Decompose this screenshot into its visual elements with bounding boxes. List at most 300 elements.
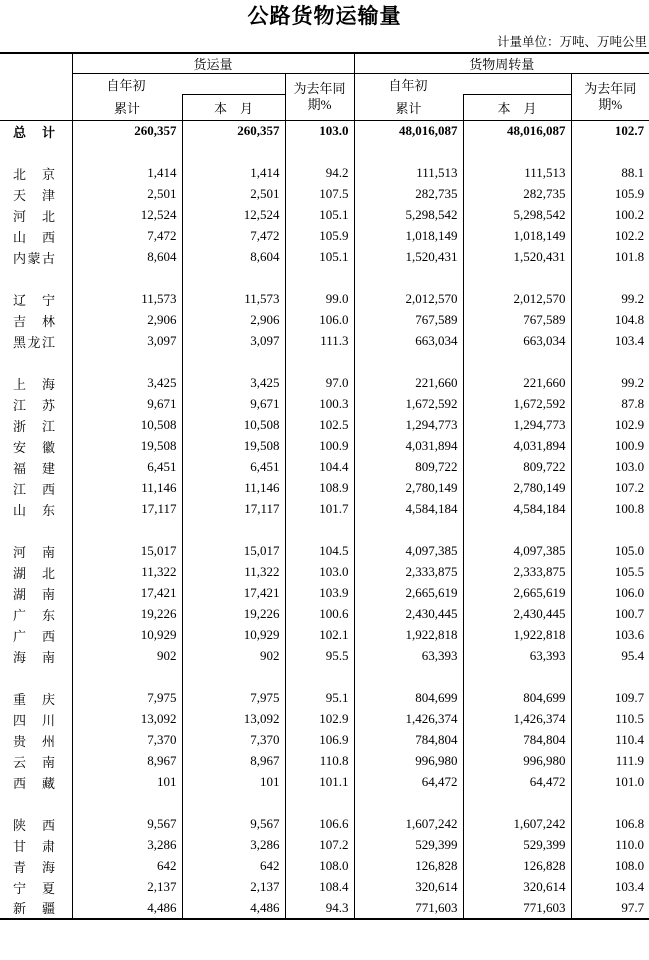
value-cell: 804,699 [354, 688, 463, 709]
value-cell: 1,294,773 [354, 415, 463, 436]
region-char: 河 [13, 208, 27, 224]
region-cell [0, 604, 72, 625]
value-cell: 12,524 [72, 205, 182, 226]
table-row [0, 163, 649, 184]
value-cell: 19,508 [182, 436, 285, 457]
value-cell: 3,097 [182, 331, 285, 352]
table-header [0, 53, 649, 121]
spacer-cell [463, 352, 571, 373]
spacer-cell [354, 520, 463, 541]
value-cell: 5,298,542 [463, 205, 571, 226]
region-cell [0, 331, 72, 352]
value-cell: 902 [182, 646, 285, 667]
value-cell: 4,584,184 [354, 499, 463, 520]
value-cell: 221,660 [354, 373, 463, 394]
region-name [13, 122, 55, 141]
table-row [0, 499, 649, 520]
value-cell: 94.2 [285, 163, 354, 184]
value-cell: 100.2 [614, 207, 645, 222]
value-cell: 2,501 [72, 184, 182, 205]
region-char: 吉 [13, 313, 27, 329]
spacer-cell [463, 142, 571, 163]
region-char: 建 [41, 460, 55, 476]
region-name [13, 752, 55, 771]
region-char: 南 [41, 649, 55, 665]
spacer-cell [72, 793, 182, 814]
table-row [0, 310, 649, 331]
value-cell: 99.2 [621, 375, 645, 390]
value-cell: 15,017 [182, 541, 285, 562]
value-cell: 282,735 [354, 184, 463, 205]
value-cell: 10,929 [182, 625, 285, 646]
region-name [13, 458, 55, 477]
region-name [13, 626, 55, 645]
value-cell: 2,906 [72, 310, 182, 331]
value-cell: 6,451 [182, 457, 285, 478]
header-yoy-line1: 为去年同 [584, 81, 637, 96]
region-cell [0, 415, 72, 436]
spacer-cell [285, 142, 354, 163]
region-cell [0, 478, 72, 499]
spacer-row [0, 520, 649, 541]
table-row [0, 478, 649, 499]
spacer-cell [463, 268, 571, 289]
region-cell [0, 772, 72, 793]
group-header-freight-volume: 货运量 [72, 53, 354, 74]
value-cell: 101.8 [614, 249, 645, 264]
value-cell: 784,804 [463, 730, 571, 751]
table-row [0, 373, 649, 394]
spacer-cell [72, 352, 182, 373]
value-cell: 103.6 [614, 627, 645, 642]
region-char: 重 [13, 691, 27, 707]
value-cell: 101.0 [614, 774, 645, 789]
value-cell: 108.0 [285, 856, 354, 877]
value-cell: 7,370 [72, 730, 182, 751]
value-cell: 95.1 [285, 688, 354, 709]
value-cell: 19,226 [72, 604, 182, 625]
region-char: 黑 [13, 334, 27, 350]
region-name [13, 248, 55, 267]
header-cumulative-volume: 累计 [72, 95, 182, 121]
region-char: 古 [41, 250, 55, 266]
value-cell: 809,722 [463, 457, 571, 478]
region-char: 贵 [13, 733, 27, 749]
value-cell: 7,975 [72, 688, 182, 709]
value-cell: 3,425 [182, 373, 285, 394]
region-char: 新 [13, 901, 27, 916]
value-cell: 809,722 [354, 457, 463, 478]
table-row [0, 226, 649, 247]
value-cell: 2,665,619 [354, 583, 463, 604]
value-cell: 106.6 [285, 814, 354, 835]
region-name [13, 815, 55, 834]
value-cell: 103.0 [285, 562, 354, 583]
value-cell: 1,018,149 [354, 226, 463, 247]
table-row [0, 541, 649, 562]
value-cell: 9,671 [182, 394, 285, 415]
region-char: 海 [41, 376, 55, 392]
value-cell: 1,922,818 [354, 625, 463, 646]
value-cell: 663,034 [463, 331, 571, 352]
region-cell [0, 394, 72, 415]
value-cell: 100.3 [285, 394, 354, 415]
region-char: 计 [41, 124, 55, 140]
table-row [0, 436, 649, 457]
region-char: 苏 [41, 397, 55, 413]
header-yoy-line1: 为去年同 [293, 81, 346, 96]
spacer-cell [285, 520, 354, 541]
value-cell: 111,513 [354, 163, 463, 184]
value-cell: 99.2 [621, 291, 645, 306]
value-cell: 8,967 [72, 751, 182, 772]
value-cell: 1,520,431 [463, 247, 571, 268]
value-cell: 7,472 [72, 226, 182, 247]
region-char: 西 [41, 817, 55, 833]
value-cell: 642 [72, 856, 182, 877]
spacer-cell [571, 793, 649, 814]
spacer-cell [72, 142, 182, 163]
region-name [13, 290, 55, 309]
value-cell: 4,031,894 [463, 436, 571, 457]
spacer-cell [182, 520, 285, 541]
spacer-cell [72, 268, 182, 289]
region-name [13, 374, 55, 393]
region-char: 南 [41, 586, 55, 602]
value-cell: 97.7 [621, 899, 645, 915]
region-cell [0, 457, 72, 478]
total-row [0, 121, 649, 142]
spacer-cell [182, 142, 285, 163]
value-cell: 2,137 [182, 877, 285, 898]
spacer-cell [571, 352, 649, 373]
value-cell: 8,604 [182, 247, 285, 268]
header-yoy-percent-volume [285, 74, 354, 121]
value-cell: 1,414 [182, 163, 285, 184]
header-since-year-start-volume: 自年初 [72, 74, 285, 95]
table-row [0, 877, 649, 898]
value-cell: 3,286 [182, 835, 285, 856]
region-char: 总 [13, 124, 27, 140]
value-cell: 2,430,445 [354, 604, 463, 625]
region-name [13, 731, 55, 750]
value-cell: 996,980 [463, 751, 571, 772]
value-cell: 103.0 [614, 459, 645, 474]
value-cell: 320,614 [463, 877, 571, 898]
region-char: 南 [41, 754, 55, 770]
value-cell: 48,016,087 [354, 121, 463, 142]
region-char: 藏 [41, 775, 55, 791]
region-name [13, 500, 55, 519]
value-cell: 320,614 [354, 877, 463, 898]
region-char: 湖 [13, 565, 27, 581]
region-char: 蒙 [27, 250, 41, 266]
region-cell [0, 625, 72, 646]
spacer-cell [285, 667, 354, 688]
value-cell: 19,508 [72, 436, 182, 457]
region-cell [0, 499, 72, 520]
value-cell: 11,322 [72, 562, 182, 583]
region-char: 云 [13, 754, 27, 770]
region-cell [0, 310, 72, 331]
spacer-cell [354, 793, 463, 814]
header-cumulative-turnover: 累计 [354, 95, 463, 121]
region-char: 疆 [41, 901, 55, 916]
value-cell: 17,117 [72, 499, 182, 520]
value-cell: 102.5 [285, 415, 354, 436]
table-row [0, 688, 649, 709]
value-cell: 103.4 [614, 333, 645, 348]
value-cell: 1,294,773 [463, 415, 571, 436]
region-char: 海 [13, 649, 27, 665]
value-cell: 103.9 [285, 583, 354, 604]
value-cell: 4,584,184 [463, 499, 571, 520]
value-cell: 110.5 [615, 711, 645, 726]
value-cell: 6,451 [72, 457, 182, 478]
value-cell: 104.5 [285, 541, 354, 562]
value-cell: 13,092 [182, 709, 285, 730]
spacer-cell [72, 520, 182, 541]
region-name [13, 395, 55, 414]
table-row [0, 604, 649, 625]
region-name [13, 563, 55, 582]
region-char: 北 [13, 166, 27, 182]
value-cell: 771,603 [463, 898, 571, 919]
region-cell [0, 121, 72, 142]
value-cell: 105.1 [285, 247, 354, 268]
value-cell: 4,486 [72, 898, 182, 919]
table-row [0, 751, 649, 772]
region-char: 州 [41, 733, 55, 749]
spacer-cell [285, 793, 354, 814]
value-cell: 111,513 [463, 163, 571, 184]
region-char: 东 [41, 502, 55, 518]
value-cell: 1,520,431 [354, 247, 463, 268]
region-name [13, 227, 55, 246]
value-cell: 87.8 [621, 396, 645, 411]
value-cell: 110.8 [285, 751, 354, 772]
value-cell: 10,508 [72, 415, 182, 436]
spacer-cell [354, 352, 463, 373]
value-cell: 97.0 [285, 373, 354, 394]
region-name [13, 311, 55, 330]
region-name [13, 836, 55, 855]
value-cell: 2,137 [72, 877, 182, 898]
table-row [0, 562, 649, 583]
value-cell: 2,906 [182, 310, 285, 331]
region-cell [0, 646, 72, 667]
value-cell: 17,421 [72, 583, 182, 604]
value-cell: 1,426,374 [354, 709, 463, 730]
value-cell: 2,780,149 [354, 478, 463, 499]
spacer-cell [571, 520, 649, 541]
spacer-cell [463, 793, 571, 814]
region-char: 海 [41, 859, 55, 875]
region-char: 川 [41, 712, 55, 728]
value-cell: 108.0 [614, 858, 645, 873]
region-cell [0, 247, 72, 268]
region-name [13, 206, 55, 225]
value-cell: 2,430,445 [463, 604, 571, 625]
region-name [13, 878, 55, 897]
value-cell: 2,780,149 [463, 478, 571, 499]
value-cell: 5,298,542 [354, 205, 463, 226]
spacer-cell [182, 793, 285, 814]
spacer-row [0, 793, 649, 814]
value-cell: 1,607,242 [463, 814, 571, 835]
region-char: 江 [13, 397, 27, 413]
spacer-cell [0, 352, 72, 373]
value-cell: 104.8 [614, 312, 645, 327]
value-cell: 107.5 [285, 184, 354, 205]
spacer-cell [0, 793, 72, 814]
value-cell: 108.4 [285, 877, 354, 898]
value-cell: 529,399 [463, 835, 571, 856]
value-cell: 106.9 [285, 730, 354, 751]
value-cell: 102.1 [285, 625, 354, 646]
region-char: 江 [13, 481, 27, 497]
value-cell: 3,097 [72, 331, 182, 352]
region-cell [0, 688, 72, 709]
spacer-cell [463, 520, 571, 541]
value-cell: 3,425 [72, 373, 182, 394]
spacer-cell [0, 142, 72, 163]
table-row [0, 184, 649, 205]
value-cell: 126,828 [463, 856, 571, 877]
region-cell [0, 856, 72, 877]
region-cell [0, 709, 72, 730]
region-name [13, 437, 55, 456]
region-header-cell [0, 53, 72, 121]
header-this-month-volume: 本 月 [182, 95, 285, 121]
table-row [0, 625, 649, 646]
region-char: 安 [13, 439, 27, 455]
table-row [0, 856, 649, 877]
value-cell: 64,472 [463, 772, 571, 793]
value-cell: 12,524 [182, 205, 285, 226]
value-cell: 282,735 [463, 184, 571, 205]
region-char: 龙 [27, 334, 41, 350]
value-cell: 107.2 [285, 835, 354, 856]
value-cell: 996,980 [354, 751, 463, 772]
value-cell: 105.1 [285, 205, 354, 226]
value-cell: 17,421 [182, 583, 285, 604]
spacer-row [0, 667, 649, 688]
value-cell: 104.4 [285, 457, 354, 478]
region-char: 甘 [13, 838, 27, 854]
region-char: 天 [13, 187, 27, 203]
value-cell: 11,322 [182, 562, 285, 583]
value-cell: 529,399 [354, 835, 463, 856]
value-cell: 110.0 [615, 837, 645, 852]
table-row [0, 394, 649, 415]
value-cell: 110.4 [615, 732, 645, 747]
value-cell: 221,660 [463, 373, 571, 394]
value-cell: 111.9 [615, 753, 645, 768]
header-since-year-start-turnover: 自年初 [354, 74, 571, 95]
value-cell: 106.0 [285, 310, 354, 331]
spacer-cell [285, 352, 354, 373]
value-cell: 10,508 [182, 415, 285, 436]
region-char: 西 [41, 229, 55, 245]
spacer-cell [571, 268, 649, 289]
region-cell [0, 751, 72, 772]
spacer-cell [0, 667, 72, 688]
value-cell: 106.0 [614, 585, 645, 600]
region-char: 西 [13, 775, 27, 791]
region-name [13, 773, 55, 792]
value-cell: 260,357 [182, 121, 285, 142]
value-cell: 100.9 [614, 438, 645, 453]
value-cell: 105.5 [614, 564, 645, 579]
value-cell: 1,672,592 [463, 394, 571, 415]
region-char: 江 [41, 418, 55, 434]
region-char: 庆 [41, 691, 55, 707]
value-cell: 109.7 [614, 690, 645, 705]
value-cell: 4,031,894 [354, 436, 463, 457]
region-cell [0, 898, 72, 919]
value-cell: 2,665,619 [463, 583, 571, 604]
value-cell: 64,472 [354, 772, 463, 793]
header-row-sub1 [0, 74, 649, 95]
value-cell: 663,034 [354, 331, 463, 352]
region-char: 宁 [41, 292, 55, 308]
spacer-cell [571, 667, 649, 688]
region-char: 东 [41, 607, 55, 623]
value-cell: 4,097,385 [463, 541, 571, 562]
value-cell: 11,146 [182, 478, 285, 499]
value-cell: 2,333,875 [354, 562, 463, 583]
value-cell: 9,567 [72, 814, 182, 835]
region-char: 青 [13, 859, 27, 875]
region-name [13, 710, 55, 729]
region-name [13, 605, 55, 624]
spacer-cell [182, 268, 285, 289]
region-char: 辽 [13, 292, 27, 308]
region-char: 广 [13, 628, 27, 644]
header-yoy-percent-turnover [571, 74, 649, 121]
region-char: 宁 [13, 880, 27, 896]
page-title: 公路货物运输量 [247, 4, 402, 28]
region-cell [0, 226, 72, 247]
spacer-cell [285, 268, 354, 289]
region-name [13, 185, 55, 204]
region-name [13, 542, 55, 561]
region-cell [0, 562, 72, 583]
table-row [0, 835, 649, 856]
table-row [0, 289, 649, 310]
region-char: 福 [13, 460, 27, 476]
value-cell: 48,016,087 [463, 121, 571, 142]
table-row [0, 331, 649, 352]
value-cell: 100.7 [614, 606, 645, 621]
value-cell: 11,146 [72, 478, 182, 499]
region-name [13, 647, 55, 666]
region-cell [0, 583, 72, 604]
region-name [13, 332, 55, 351]
region-char: 南 [41, 544, 55, 560]
spacer-cell [0, 268, 72, 289]
value-cell: 4,097,385 [354, 541, 463, 562]
value-cell: 260,357 [72, 121, 182, 142]
value-cell: 7,370 [182, 730, 285, 751]
region-name [13, 479, 55, 498]
region-char: 山 [13, 502, 27, 518]
table-row [0, 205, 649, 226]
region-cell [0, 184, 72, 205]
value-cell: 9,567 [182, 814, 285, 835]
value-cell: 101 [182, 772, 285, 793]
